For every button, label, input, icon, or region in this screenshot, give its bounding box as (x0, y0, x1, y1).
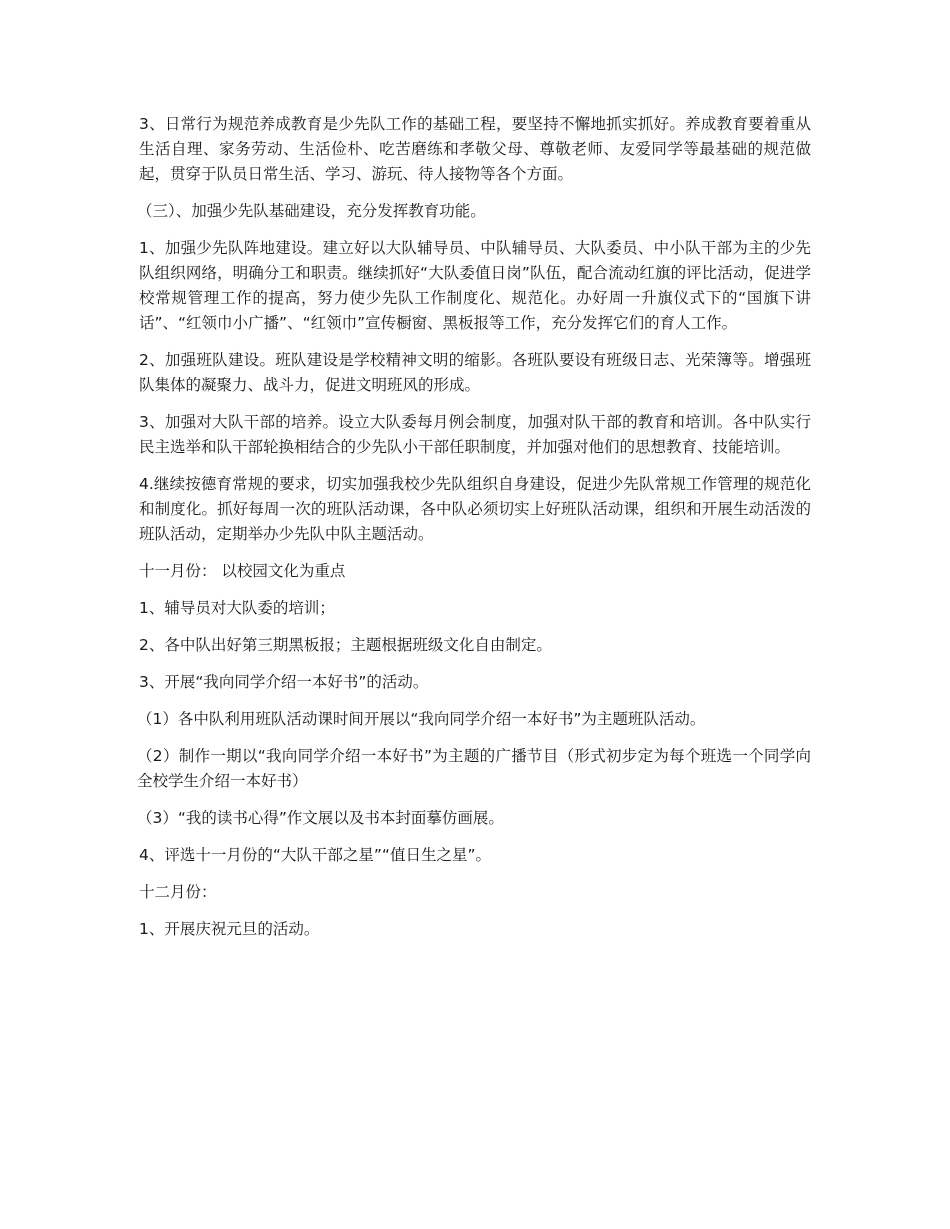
paragraph-class-building: 2、加强班队建设。班队建设是学校精神文明的缩影。各班队要设有班级日志、光荣簿等。增强班队集体的凝聚力、战斗力，促进文明班风的形成。 (139, 351, 811, 394)
month-heading-november: 十一月份： 以校园文化为重点 (139, 562, 346, 580)
paragraph-habit-education: 3、日常行为规范养成教育是少先队工作的基础工程，要坚持不懈地抓实抓好。养成教育要着重从生活自理、家务劳动、生活俭朴、吃苦磨练和孝敬父母、尊敬老师、友爱同学等最基础的规范做起，贯穿于队员日常生活、学习、游玩、待人接物等各个方面。 (139, 115, 811, 183)
list-item-december-1: 1、开展庆祝元旦的活动。 (139, 920, 320, 938)
section-heading-3: （三）、加强少先队基础建设，充分发挥教育功能。 (137, 202, 486, 220)
month-heading-december: 十二月份： (139, 883, 217, 901)
list-item-november-3: 3、开展“我向同学介绍一本好书”的活动。 (139, 673, 429, 691)
list-item-november-1: 1、辅导员对大队委的培训； (139, 599, 335, 617)
sub-item-november-3-2: （2）制作一期以“我向同学介绍一本好书”为主题的广播节目（形式初步定为每个班选一个同学向全校学生介绍一本好书） (137, 747, 811, 790)
paragraph-position-building: 1、加强少先队阵地建设。建立好以大队辅导员、中队辅导员、大队委员、中小队干部为主的少先队组织网络，明确分工和职责。继续抓好“大队委值日岗”队伍，配合流动红旗的评比活动，促进学校常规管理工作的提高，努力使少先队工作制度化、规范化。办好周一升旗仪式下的“国旗下讲话”、“红领巾小广播”、“红领巾”宣传橱窗、黑板报等工作，充分发挥它们的育人工作。 (139, 239, 811, 332)
list-item-november-4: 4、评选十一月份的“大队干部之星”“值日生之星”。 (139, 846, 491, 864)
list-item-november-2: 2、各中队出好第三期黑板报；主题根据班级文化自由制定。 (139, 636, 552, 654)
sub-item-november-3-3: （3）“我的读书心得”作文展以及书本封面摹仿画展。 (137, 809, 504, 827)
paragraph-cadre-training: 3、加强对大队干部的培养。设立大队委每月例会制度，加强对队干部的教育和培训。各中队实行民主选举和队干部轮换相结合的少先队小干部任职制度，并加强对他们的思想教育、技能培训。 (139, 413, 811, 456)
document-body (139, 112, 811, 954)
paragraph-moral-routine: 4.继续按德育常规的要求，切实加强我校少先队组织自身建设，促进少先队常规工作管理的规范化和制度化。抓好每周一次的班队活动课，各中队必须切实上好班队活动课，组织和开展生动活泼的班队活动，定期举办少先队中队主题活动。 (139, 475, 811, 543)
sub-item-november-3-1: （1）各中队利用班队活动课时间开展以“我向同学介绍一本好书”为主题班队活动。 (137, 710, 706, 728)
